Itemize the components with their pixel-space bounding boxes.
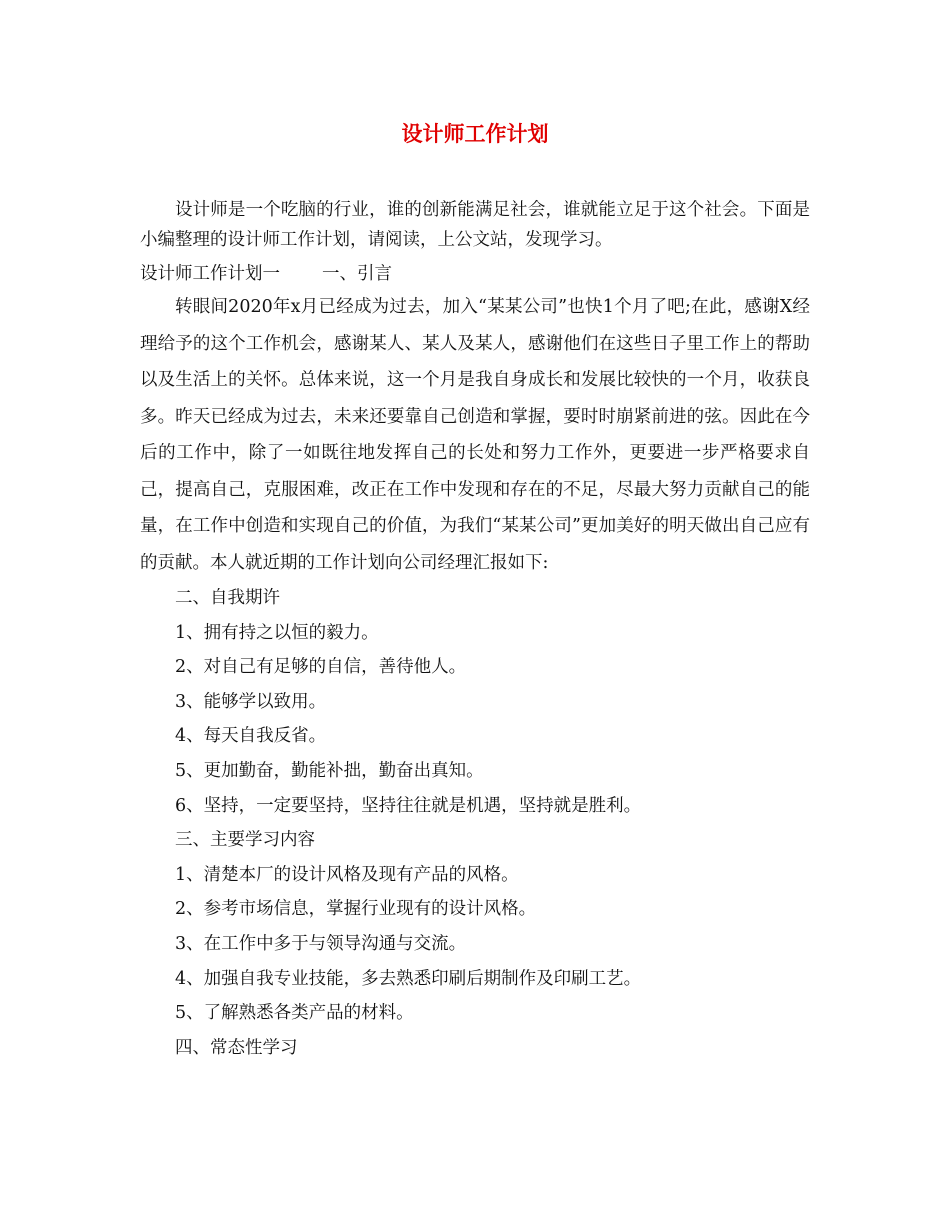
list-item: 4、每天自我反省。 <box>175 726 327 747</box>
document-body <box>140 195 810 1065</box>
section-heading-regular-study: 四、常态性学习 <box>175 1037 298 1058</box>
intro-paragraph: 设计师是一个吃脑的行业，谁的创新能满足社会，谁就能立足于这个社会。下面是小编整理的设计师工作计划，请阅读，上公文站，发现学习。 <box>140 200 810 250</box>
list-item: 1、拥有持之以恒的毅力。 <box>175 622 379 643</box>
section-heading-intro: 一、引言 <box>322 264 392 284</box>
document-title: 设计师工作计划 <box>401 122 549 146</box>
intro-section-paragraph: 转眼间2020年x月已经成为过去，加入“某某公司”也快1个月了吧;在此，感谢X经理给予的这个工作机会，感谢某人、某人及某人，感谢他们在这些日子里工作上的帮助以及生活上的关怀。总体来说，这一个月是我自身成长和发展比较快的一个月，收获良多。昨天已经成为过去，未来还要靠自己创造和掌握，要时时崩紧前进的弦。因此在今后的工作中，除了一如既往地发挥自己的长处和努力工作外，更要进一步严格要求自己，提高自己，克服困难，改正在工作中发现和存在的不足，尽最大努力贡献自己的能量，在工作中创造和实现自己的价值，为我们“某某公司”更加美好的明天做出自己应有的贡献。本人就近期的工作计划向公司经理汇报如下: <box>140 297 810 573</box>
section-heading-study-content: 三、主要学习内容 <box>175 830 315 851</box>
list-item: 1、清楚本厂的设计风格及现有产品的风格。 <box>175 864 519 885</box>
list-item: 2、参考市场信息，掌握行业现有的设计风格。 <box>175 899 537 920</box>
list-item: 6、坚持，一定要坚持，坚持往往就是机遇，坚持就是胜利。 <box>175 795 642 816</box>
list-item: 4、加强自我专业技能，多去熟悉印刷后期制作及印刷工艺。 <box>175 968 642 989</box>
list-item: 3、在工作中多于与领导沟通与交流。 <box>175 933 467 954</box>
list-item: 2、对自己有足够的自信，善待他人。 <box>175 657 467 678</box>
plan-heading-line <box>140 259 810 289</box>
plan-lines <box>140 581 810 1065</box>
list-item: 5、了解熟悉各类产品的材料。 <box>175 1003 414 1024</box>
list-item: 5、更加勤奋，勤能补拙，勤奋出真知。 <box>175 760 484 781</box>
list-item: 3、能够学以致用。 <box>175 691 327 712</box>
section-heading-self-expectation: 二、自我期许 <box>175 588 280 608</box>
plan-label: 设计师工作计划一 <box>140 264 280 284</box>
